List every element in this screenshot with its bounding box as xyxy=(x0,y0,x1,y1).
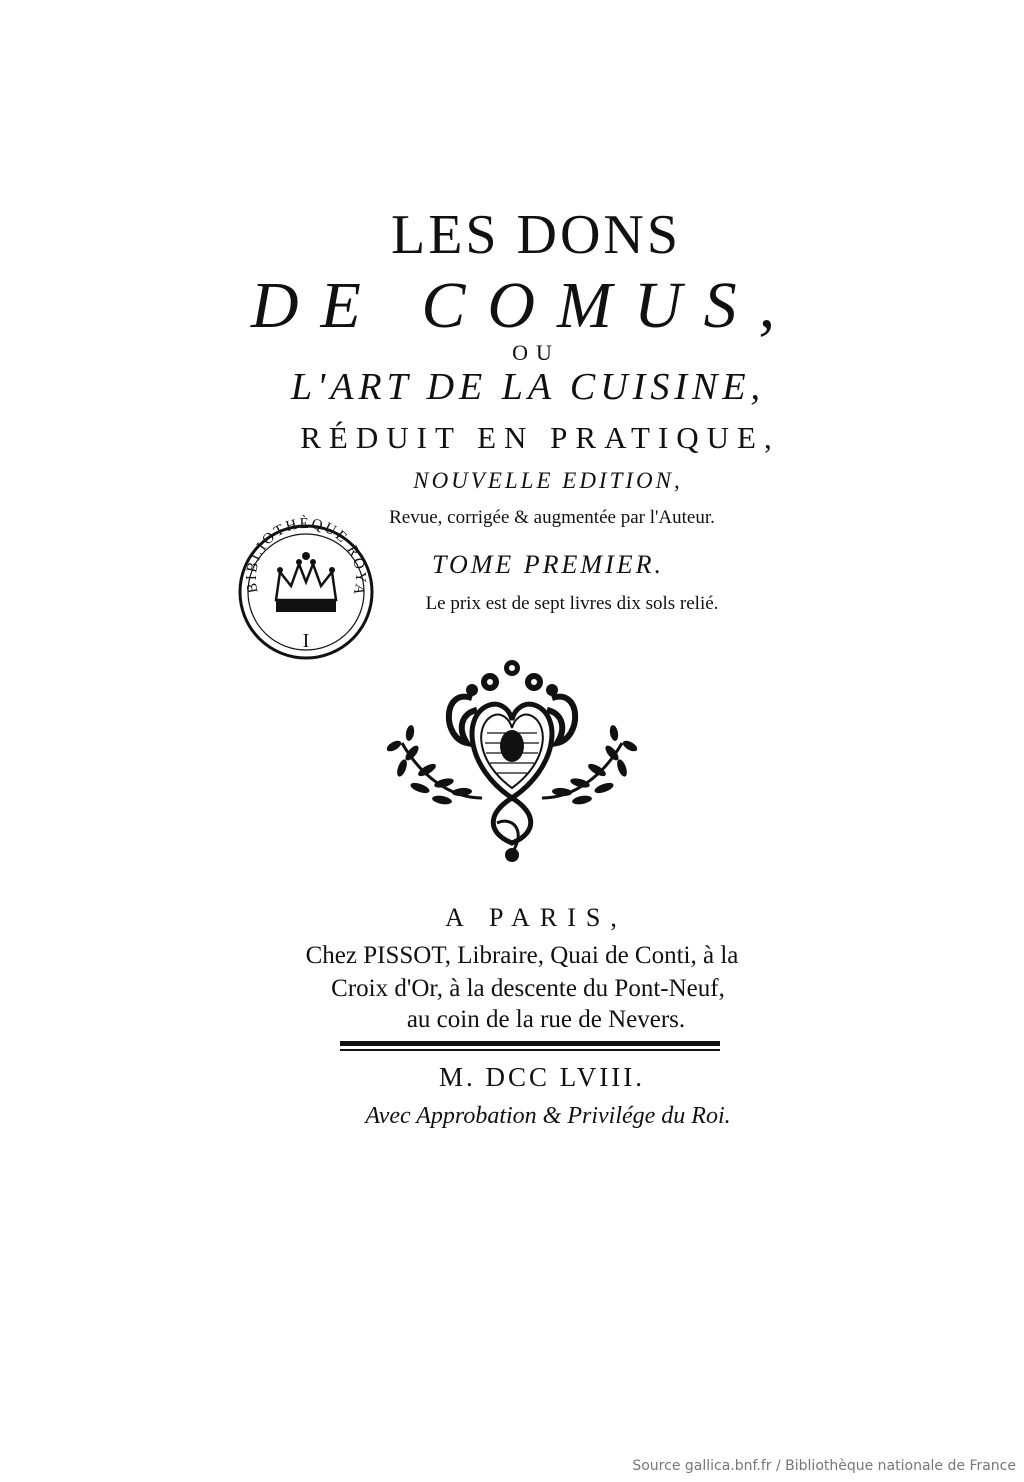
stamp-mark: I xyxy=(302,630,310,652)
imprint-date: M. DCC LVIII. xyxy=(438,1062,645,1092)
double-rule-thick xyxy=(340,1041,720,1046)
imprint-publisher-line-3: au coin de la rue de Nevers. xyxy=(406,1006,686,1033)
double-rule-thin xyxy=(340,1049,720,1051)
library-stamp xyxy=(230,500,376,662)
title-conjunction: OU xyxy=(512,340,560,365)
imprint-publisher-line-2: Croix d'Or, à la descente du Pont-Neuf, xyxy=(331,975,725,1002)
floral-cartouche-icon xyxy=(372,648,652,868)
subtitle-line-2: RÉDUIT EN PRATIQUE, xyxy=(300,420,780,455)
crown-icon xyxy=(276,552,336,612)
stamp-text: BIBLIOTHÈQUE ROYALE xyxy=(230,500,369,599)
imprint-place: A PARIS, xyxy=(445,903,627,932)
source-credit: Source gallica.bnf.fr / Bibliothèque nationale de France xyxy=(632,1458,1016,1474)
title-line-1: LES DONS xyxy=(390,204,682,266)
revision-statement: Revue, corrigée & augmentée par l'Auteur. xyxy=(389,507,715,528)
volume-statement: TOME PREMIER. xyxy=(431,550,665,579)
title-line-2: DE COMUS, xyxy=(250,269,798,342)
price-statement: Le prix est de sept livres dix sols relié. xyxy=(425,593,719,614)
imprint-privilege: Avec Approbation & Privilége du Roi. xyxy=(365,1103,731,1129)
subtitle: L'ART DE LA CUISINE, xyxy=(290,366,766,408)
imprint-publisher-line-1: Chez PISSOT, Libraire, Quai de Conti, à la xyxy=(305,942,739,969)
edition-statement: NOUVELLE EDITION, xyxy=(413,468,683,493)
